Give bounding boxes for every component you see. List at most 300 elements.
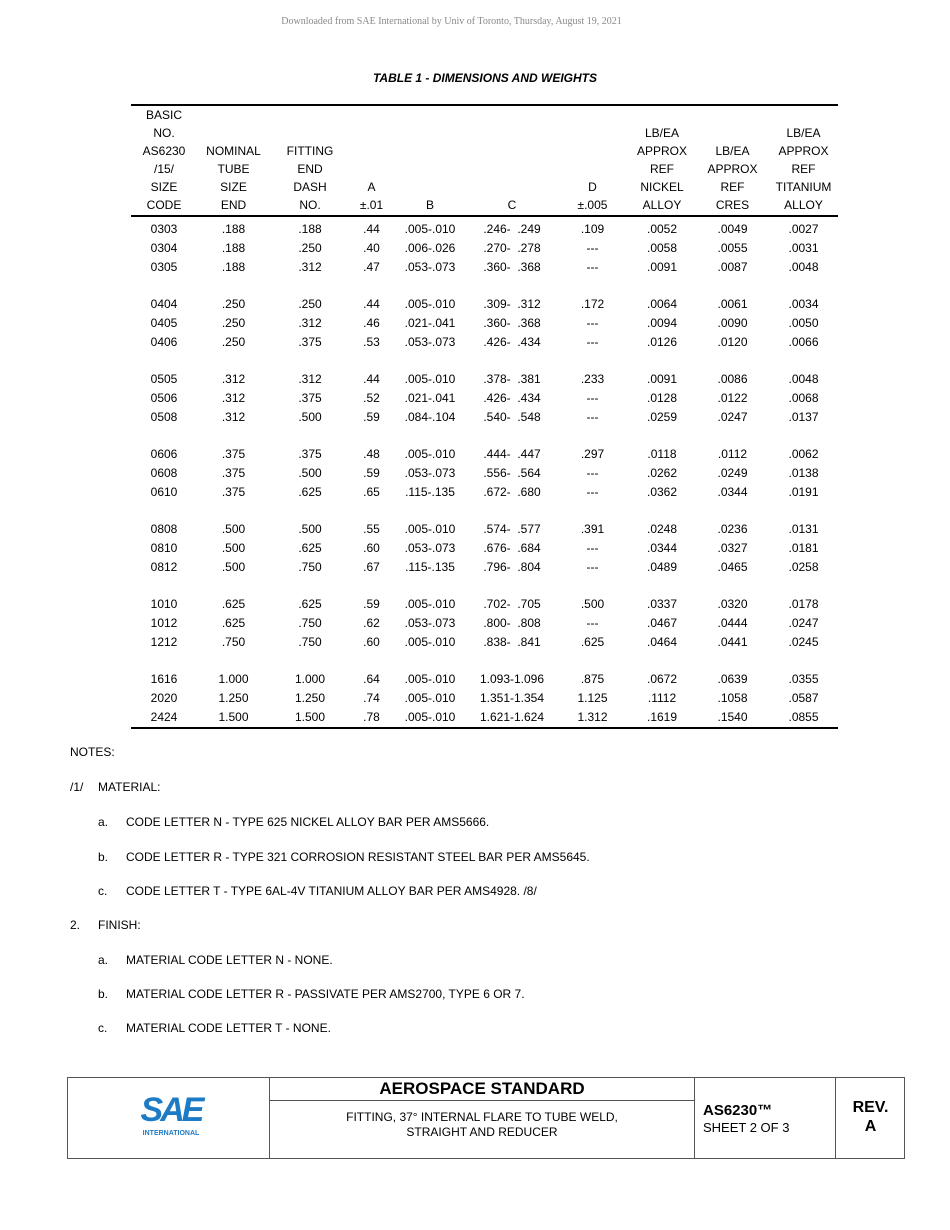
table-cell: .391 [580,522,605,536]
table-cell: 1616 [150,672,178,686]
table-cell: .500 [298,410,322,424]
table-cell: .375 [221,485,246,499]
table-cell: .172 [580,297,605,311]
table-row [131,445,838,464]
table-cell: .59 [363,466,380,480]
column-header-line: REF [720,180,745,194]
note-number: a. [98,815,109,829]
table-cell: 2020 [150,691,178,705]
revision-label: REV. [852,1099,889,1116]
table-header-row [131,105,838,216]
note-number: c. [98,884,108,898]
table-cell: 2424 [150,710,178,724]
table-cell: 0404 [150,297,178,311]
column-header-line: LB/EA [644,126,680,140]
column-header-line: REF [650,162,674,176]
table-cell: .750 [298,635,322,649]
table-cell: .53 [363,335,380,349]
table-cell: .375 [298,335,322,349]
column-header-line: DASH [293,180,327,194]
group-spacer [131,502,838,520]
logo-text: SAE [140,1091,202,1129]
note-text: FINISH: [98,918,141,932]
table-cell: .40 [363,241,380,255]
table-cell: .0126 [646,335,678,349]
table-cell: .46 [363,316,380,330]
column-header-line: FITTING [286,144,334,158]
table-cell: .0355 [788,672,819,686]
table-cell: .0258 [788,560,819,574]
download-watermark: Downloaded from SAE International by Univ of Toronto, Thursday, August 19, 2021 [281,16,622,27]
table-cell: .005-.010 [404,672,456,686]
table-cell: .838- .841 [483,635,541,649]
column-header [557,105,628,216]
table-cell: --- [586,410,599,424]
table-cell: .021-.041 [404,391,456,405]
note-text: MATERIAL CODE LETTER N - NONE. [126,953,333,967]
table-cell: 1010 [150,597,178,611]
table-row [131,539,838,558]
table-cell: .500 [221,560,246,574]
table-cell: .0031 [788,241,819,255]
table-cell: .0091 [646,372,678,386]
table-cell: .0061 [717,297,748,311]
table-cell: .312 [298,372,322,386]
table-cell: .0122 [717,391,748,405]
standard-type: AEROSPACE STANDARD [270,1078,694,1101]
table-cell: .312 [221,391,246,405]
table-cell: .0245 [788,635,819,649]
note-number: 2. [70,918,81,932]
table-cell: .0094 [646,316,678,330]
table-row [131,314,838,333]
table-cell: 0610 [150,485,178,499]
table-cell: .0138 [788,466,819,480]
table-cell: --- [586,485,599,499]
table-cell: 1.093-1.096 [479,672,545,686]
table-cell: .78 [363,710,380,724]
table-cell: .800- .808 [483,616,541,630]
table-cell: .250 [221,335,246,349]
note-text: CODE LETTER N - TYPE 625 NICKEL ALLOY BAR PER AMS5666. [126,815,490,829]
column-header [628,105,696,216]
table-cell: .0128 [646,391,678,405]
table-cell: .0034 [788,297,819,311]
table-cell: .875 [580,672,605,686]
table-cell: .0137 [788,410,819,424]
table-cell: 0405 [150,316,178,330]
table-row [131,670,838,689]
table-cell: .0344 [717,485,748,499]
table-cell: 0606 [150,447,178,461]
table-row [131,389,838,408]
table-cell: .0068 [788,391,819,405]
column-header-line: A [367,180,376,194]
table-cell: .59 [363,410,380,424]
table-cell: .444- .447 [483,447,541,461]
table-cell: 1.500 [218,710,249,724]
column-header-line: B [425,198,434,212]
table-cell: .55 [363,522,380,536]
table-cell: .750 [221,635,246,649]
table-row [131,295,838,314]
table-cell: .0464 [646,635,678,649]
table-cell: .47 [363,260,380,274]
table-cell: .115-.135 [405,485,455,499]
table-cell: .0247 [717,410,748,424]
table-cell: .1112 [647,691,677,705]
column-header-line: ALLOY [642,198,682,212]
table-cell: .44 [363,372,380,386]
table-row [131,483,838,502]
table-cell: 0304 [150,241,178,255]
table-cell: .233 [580,372,605,386]
table-cell: 1.000 [218,672,249,686]
table-cell: --- [586,316,599,330]
table-cell: .556- .564 [483,466,541,480]
column-header-line: SIZE [150,180,178,194]
table-cell: .084-.104 [404,410,456,424]
table-cell: .053-.073 [404,466,456,480]
table-cell: .426- .434 [483,335,541,349]
table-cell: .0066 [788,335,819,349]
table-cell: .625 [298,485,322,499]
table-cell: .006-.026 [404,241,456,255]
column-header-line: BASIC [145,108,182,122]
table-cell: .1619 [646,710,678,724]
table-cell: .0320 [717,597,748,611]
table-cell: .676- .684 [483,541,541,555]
table-cell: .0048 [788,260,819,274]
table-cell: .0178 [788,597,819,611]
column-header [197,105,270,216]
table-cell: .188 [298,222,322,236]
column-header-line: NICKEL [640,180,684,194]
table-cell: .375 [298,447,322,461]
table-cell: 1.351-1.354 [479,691,545,705]
table-cell: --- [586,560,599,574]
table-cell: .246- .249 [483,222,541,236]
column-header-line: /15/ [153,162,174,176]
table-cell: .005-.010 [404,222,456,236]
revision [836,1078,905,1136]
table-cell: .750 [298,616,322,630]
column-header-line: ±.01 [359,198,384,212]
table-cell: .270- .278 [483,241,541,255]
table-cell: 1.500 [294,710,326,724]
table-cell: --- [586,541,599,555]
table-cell: .0090 [717,316,748,330]
table-cell: .0855 [788,710,819,724]
table-cell: .0050 [788,316,819,330]
table-cell: 0810 [150,541,178,555]
table-cell: .375 [221,466,246,480]
note-text: CODE LETTER T - TYPE 6AL-4V TITANIUM ALLOY BAR PER AMS4928. /8/ [126,884,537,898]
table-cell: .0247 [788,616,819,630]
column-header-line: APPROX [778,144,829,158]
table-cell: .625 [298,541,322,555]
table-cell: 1.000 [294,672,326,686]
table-cell: .1540 [717,710,748,724]
table-cell: .021-.041 [404,316,456,330]
table-cell: --- [586,260,599,274]
table-cell: .0259 [646,410,678,424]
table-cell: .0120 [717,335,748,349]
table-cell: 0608 [150,466,178,480]
table-cell: .0337 [646,597,678,611]
table-cell: .0131 [788,522,819,536]
table-cell: .500 [221,541,246,555]
table-row [131,689,838,708]
table-cell: .360- .368 [483,316,541,330]
column-header-line: END [220,198,247,212]
table-cell: .74 [363,691,380,705]
table-cell: 1012 [150,616,178,630]
table-cell: .0236 [717,522,748,536]
table-cell: .115-.135 [405,560,455,574]
table-cell: 1.250 [218,691,249,705]
table-cell: .60 [363,541,380,555]
table-cell: .702- .705 [483,597,541,611]
table-body [131,216,838,728]
table-row [131,595,838,614]
group-spacer [131,277,838,295]
group-spacer [131,577,838,595]
table-cell: .500 [221,522,246,536]
table-cell: .540- .548 [483,410,541,424]
table-cell: .0465 [717,560,748,574]
column-header-line: D [588,180,597,194]
table-cell: .500 [580,597,605,611]
table-cell: .59 [363,597,380,611]
table-cell: 1.125 [577,691,608,705]
table-cell: .005-.010 [404,372,456,386]
table-cell: .0027 [788,222,819,236]
table-cell: .0181 [788,541,819,555]
table-cell: .005-.010 [404,635,456,649]
table-cell: .360- .368 [483,260,541,274]
table-cell: .109 [580,222,605,236]
table-cell: --- [586,616,599,630]
table-cell: .297 [580,447,605,461]
table-cell: .0062 [788,447,819,461]
table-cell: .0639 [717,672,748,686]
table-cell: .64 [363,672,380,686]
table-row [131,258,838,277]
note-text: MATERIAL CODE LETTER R - PASSIVATE PER AMS2700, TYPE 6 OR 7. [126,987,525,1001]
table-cell: .0049 [717,222,748,236]
table-row [131,558,838,577]
table-cell: .053-.073 [404,541,456,555]
table-cell: .67 [363,560,380,574]
column-header-line: SIZE [220,180,247,194]
table-cell: 0808 [150,522,178,536]
table-cell: .0064 [646,297,678,311]
table-cell: .188 [221,222,246,236]
table-cell: .44 [363,297,380,311]
table-cell: .0118 [647,447,677,461]
note-number: b. [98,987,109,1001]
table-cell: .0344 [646,541,678,555]
column-header-line: NOMINAL [206,144,261,158]
table-cell: 0406 [150,335,178,349]
table-cell: .625 [221,616,246,630]
table-cell: .750 [298,560,322,574]
table-cell: --- [586,241,599,255]
document-title-line1: FITTING, 37° INTERNAL FLARE TO TUBE WELD, [346,1110,618,1124]
column-header-line: REF [791,162,816,176]
table-cell: .0467 [646,616,678,630]
table-cell: .1058 [717,691,748,705]
table-cell: .0249 [717,466,748,480]
column-header [467,105,557,216]
note-text: MATERIAL CODE LETTER T - NONE. [126,1021,331,1035]
table-cell: .005-.010 [404,297,456,311]
column-header-line: APPROX [707,162,758,176]
table-cell: .672- .680 [483,485,541,499]
table-cell: .0112 [717,447,748,461]
document-number: AS6230™ [703,1102,773,1119]
table-cell: .0441 [717,635,748,649]
table-cell: .0489 [646,560,678,574]
table-cell: .65 [363,485,380,499]
table-cell: .250 [298,241,322,255]
column-header-line: C [507,198,517,212]
table-row [131,464,838,483]
table-row [131,370,838,389]
table-row [131,408,838,427]
column-header-line: NO. [153,126,175,140]
note-number: c. [98,1021,108,1035]
table-cell: .500 [298,522,322,536]
title-block [67,1077,905,1159]
table-cell: .625 [580,635,605,649]
document-title-line2: STRAIGHT AND REDUCER [406,1125,558,1139]
table-cell: .250 [298,297,322,311]
table-cell: .188 [221,260,246,274]
table-cell: .625 [298,597,322,611]
table-cell: 1.250 [294,691,326,705]
column-header-line: CODE [146,198,182,212]
table-row [131,239,838,258]
table-cell: .250 [221,316,246,330]
column-header-line: ±.005 [577,198,608,212]
sae-logo [136,1091,206,1139]
table-cell: .0362 [646,485,678,499]
table-cell: .62 [363,616,380,630]
table-cell: .0087 [717,260,748,274]
table-cell: .005-.010 [404,597,456,611]
table-cell: .574- .577 [483,522,541,536]
table-cell: .005-.010 [404,710,456,724]
column-header [350,105,393,216]
column-header-line: CRES [715,198,750,212]
column-header [769,105,838,216]
column-header-line: AS6230 [142,144,186,158]
table-cell: --- [586,335,599,349]
table-cell: .0248 [646,522,678,536]
table-cell: .053-.073 [404,335,456,349]
table-cell: --- [586,466,599,480]
column-header-line: TITANIUM [775,180,832,194]
note-text: MATERIAL: [98,780,161,794]
table-cell: .0055 [717,241,748,255]
table-row [131,216,838,239]
dimensions-table [131,104,838,729]
table-cell: 0508 [150,410,178,424]
table-cell: .0086 [717,372,748,386]
table-cell: .44 [363,222,380,236]
table-cell: .0091 [646,260,678,274]
table-title: TABLE 1 - DIMENSIONS AND WEIGHTS [372,71,597,85]
table-cell: .312 [298,316,322,330]
table-cell: 1.621-1.624 [479,710,545,724]
group-spacer [131,652,838,670]
table-cell: .0052 [646,222,678,236]
logo-subtext: INTERNATIONAL [142,1130,200,1137]
table-row [131,520,838,539]
table-row [131,708,838,728]
table-cell: .312 [221,372,246,386]
table-cell: 0505 [150,372,178,386]
table-cell: .52 [363,391,380,405]
column-header-line: ALLOY [784,198,823,212]
table-cell: 0506 [150,391,178,405]
table-cell: .0587 [788,691,819,705]
note-text: CODE LETTER R - TYPE 321 CORROSION RESISTANT STEEL BAR PER AMS5645. [126,850,590,864]
document-title [270,1101,694,1140]
table-cell: 1.312 [577,710,608,724]
group-spacer [131,352,838,370]
table-cell: .0262 [646,466,678,480]
logo-cell [68,1078,270,1158]
table-cell: .053-.073 [404,260,456,274]
table-cell: .188 [221,241,246,255]
table-cell: .500 [298,466,322,480]
table-cell: .375 [298,391,322,405]
note-number: NOTES: [70,745,115,759]
table-cell: --- [586,391,599,405]
table-cell: .0444 [717,616,748,630]
table-cell: .378- .381 [483,372,541,386]
table-cell: .0048 [788,372,819,386]
table-cell: 0305 [150,260,178,274]
column-header [131,105,197,216]
revision-value: A [864,1118,877,1135]
note-number: a. [98,953,109,967]
table-cell: .005-.010 [404,691,456,705]
column-header-line: NO. [299,198,321,212]
note-number: /1/ [70,780,84,794]
table-cell: 0812 [150,560,178,574]
column-header-line: TUBE [217,162,250,176]
note-number: b. [98,850,109,864]
table-cell: .312 [221,410,246,424]
table-cell: .48 [363,447,380,461]
column-header [270,105,350,216]
table-cell: .005-.010 [404,447,456,461]
column-header-line: LB/EA [715,144,750,158]
column-header-line: LB/EA [786,126,821,140]
table-cell: .625 [221,597,246,611]
table-row [131,333,838,352]
column-header-line: END [297,162,323,176]
table-cell: .426- .434 [483,391,541,405]
column-header [696,105,769,216]
table-cell: .0191 [788,485,819,499]
table-row [131,633,838,652]
document-number-cell [695,1078,836,1158]
